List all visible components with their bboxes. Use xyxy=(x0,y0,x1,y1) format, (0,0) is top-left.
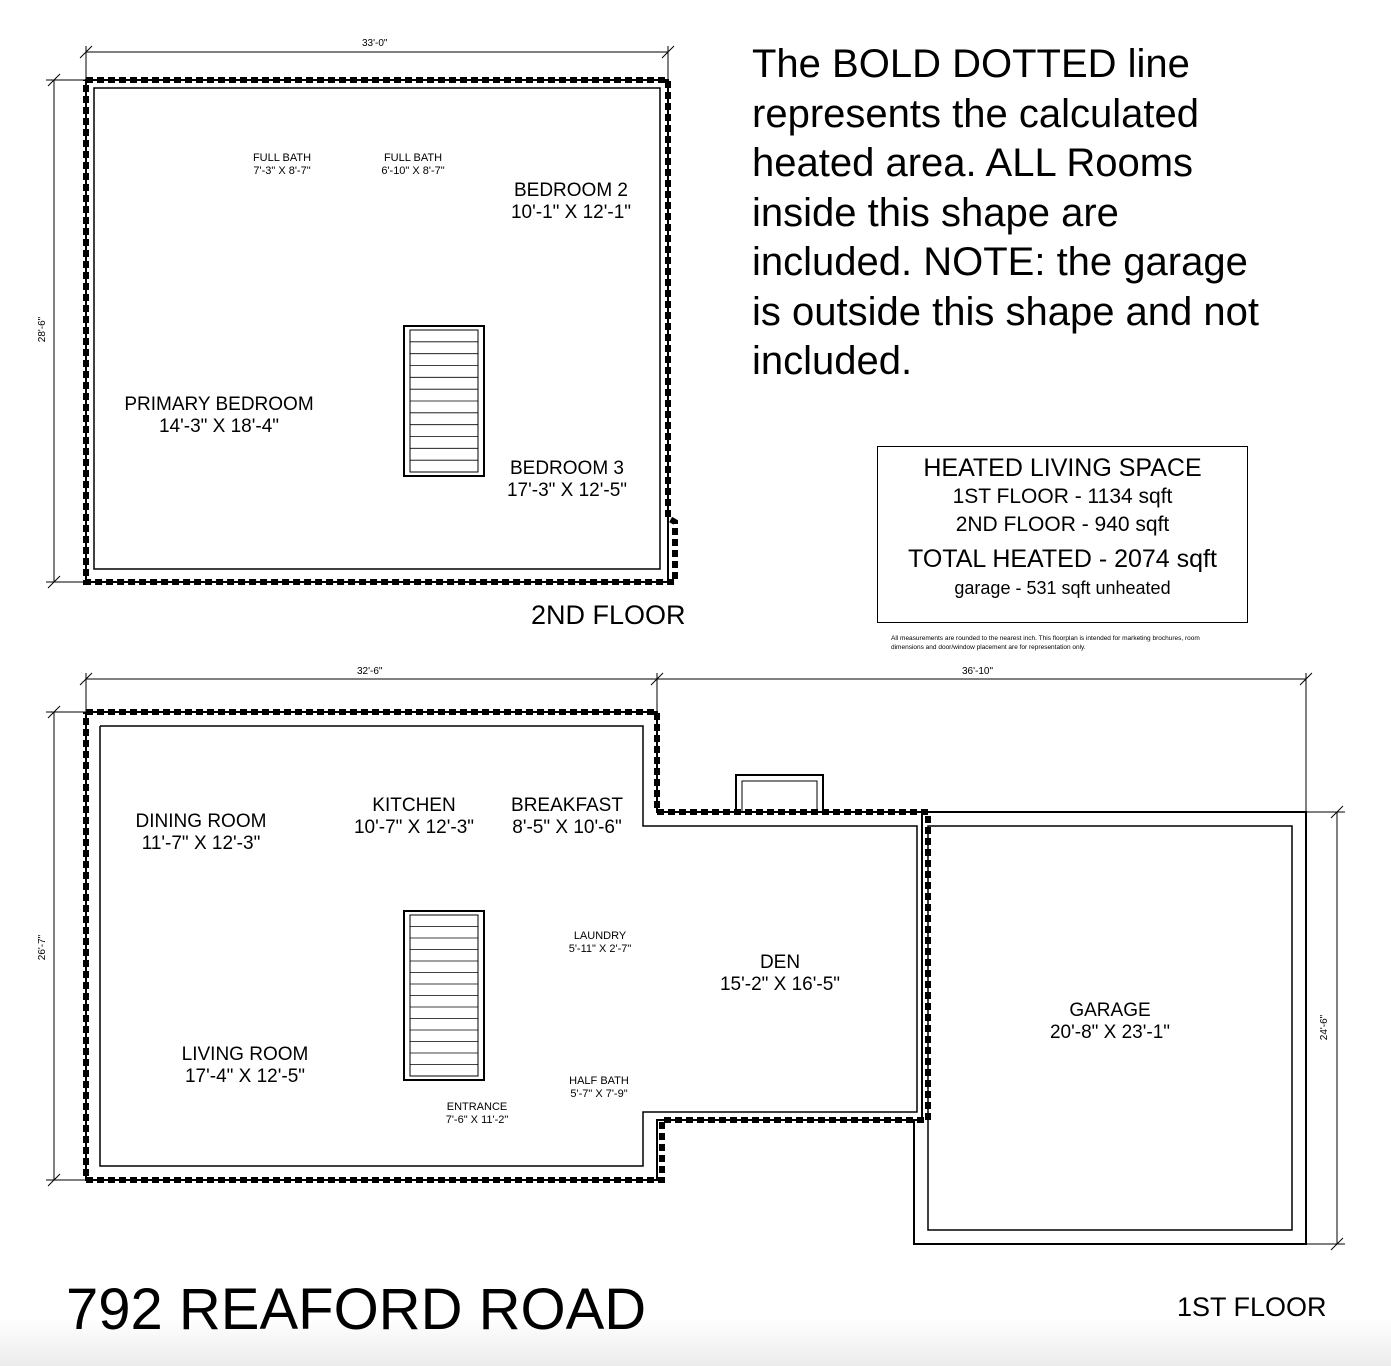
heated-area-note xyxy=(752,40,1352,387)
room-size: 5'-7" X 7'-9" xyxy=(570,1087,628,1100)
room-name: BEDROOM 3 xyxy=(509,458,625,479)
room-bedroom-2 xyxy=(491,180,651,224)
second-floor-label: 2ND FLOOR xyxy=(531,600,686,630)
room-entrance xyxy=(427,1101,527,1126)
room-living-room xyxy=(155,1044,335,1088)
dim-1st-width-right: 36'-10" xyxy=(962,666,994,677)
room-name: ENTRANCE xyxy=(446,1101,508,1113)
summary-heading: HEATED LIVING SPACE xyxy=(923,454,1202,482)
note-line: included. NOTE: the garage xyxy=(752,240,1248,284)
room-name: DINING ROOM xyxy=(135,811,267,832)
room-kitchen xyxy=(334,795,494,839)
room-name: DEN xyxy=(759,952,801,973)
room-size: 17'-3" X 12'-5" xyxy=(506,479,628,501)
room-breakfast xyxy=(497,795,637,839)
room-full-bath-1 xyxy=(232,152,332,177)
note-line: is outside this shape and not xyxy=(752,289,1260,334)
summary-first-floor: 1ST FLOOR - 1134 sqft xyxy=(952,485,1173,508)
room-den xyxy=(700,952,860,996)
property-address: 792 REAFORD ROAD xyxy=(66,1277,647,1342)
summary-garage: garage - 531 sqft unheated xyxy=(954,578,1171,598)
room-full-bath-2 xyxy=(363,152,463,177)
room-laundry xyxy=(550,930,650,955)
room-garage xyxy=(1030,1000,1190,1044)
note-line: included. xyxy=(752,339,913,383)
room-name: KITCHEN xyxy=(372,795,456,816)
dim-2nd-width: 33'-0" xyxy=(362,38,388,49)
dim-1st-width-left: 32'-6" xyxy=(357,666,383,677)
room-size: 6'-10" X 8'-7" xyxy=(381,164,445,177)
room-size: 14'-3" X 18'-4" xyxy=(158,415,280,437)
note-line: represents the calculated xyxy=(752,91,1199,136)
first-floor-label: 1ST FLOOR xyxy=(1177,1292,1327,1322)
disclaimer: All measurements are rounded to the nearest inch. This floorplan is intended for marketing brochures, room dimensions and door/window placement are for representation only. xyxy=(891,635,1200,651)
room-size: 5'-11" X 2'-7" xyxy=(568,942,632,955)
room-size: 10'-7" X 12'-3" xyxy=(353,816,475,838)
dim-2nd-height: 28'-6" xyxy=(37,316,49,343)
room-name: LAUNDRY xyxy=(573,930,627,942)
room-size: 11'-7" X 12'-3" xyxy=(141,832,261,854)
room-name: BREAKFAST xyxy=(511,795,623,816)
room-name: FULL BATH xyxy=(383,152,443,164)
room-size: 7'-6" X 11'-2" xyxy=(445,1113,509,1126)
room-size: 8'-5" X 10'-6" xyxy=(512,816,622,838)
summary-total: TOTAL HEATED - 2074 sqft xyxy=(908,545,1217,573)
heated-living-space-summary xyxy=(877,446,1248,623)
room-size: 17'-4" X 12'-5" xyxy=(184,1065,306,1087)
first-floor-inner-wall xyxy=(100,726,917,1166)
dim-1st-height-left: 26'-7" xyxy=(37,934,49,961)
room-name: LIVING ROOM xyxy=(181,1044,309,1065)
room-size: 15'-2" X 16'-5" xyxy=(719,973,841,995)
note-line: inside this shape are xyxy=(752,190,1119,235)
room-name: FULL BATH xyxy=(252,152,312,164)
room-bedroom-3 xyxy=(487,458,647,502)
room-size: 20'-8" X 23'-1" xyxy=(1049,1021,1171,1043)
dim-1st-height-right: 24'-6" xyxy=(1319,1014,1331,1041)
note-line: heated area. ALL Rooms xyxy=(752,141,1194,185)
summary-second-floor: 2ND FLOOR - 940 sqft xyxy=(955,513,1170,536)
room-half-bath xyxy=(549,1075,649,1100)
room-primary-bedroom xyxy=(104,394,334,438)
room-name: PRIMARY BEDROOM xyxy=(124,394,314,415)
room-name: GARAGE xyxy=(1069,1000,1151,1021)
room-name: BEDROOM 2 xyxy=(513,180,629,201)
room-size: 7'-3" X 8'-7" xyxy=(253,164,311,177)
note-line: The BOLD DOTTED line xyxy=(752,42,1190,86)
room-size: 10'-1" X 12'-1" xyxy=(510,201,632,223)
room-name: HALF BATH xyxy=(569,1075,629,1087)
room-dining-room xyxy=(111,811,291,855)
